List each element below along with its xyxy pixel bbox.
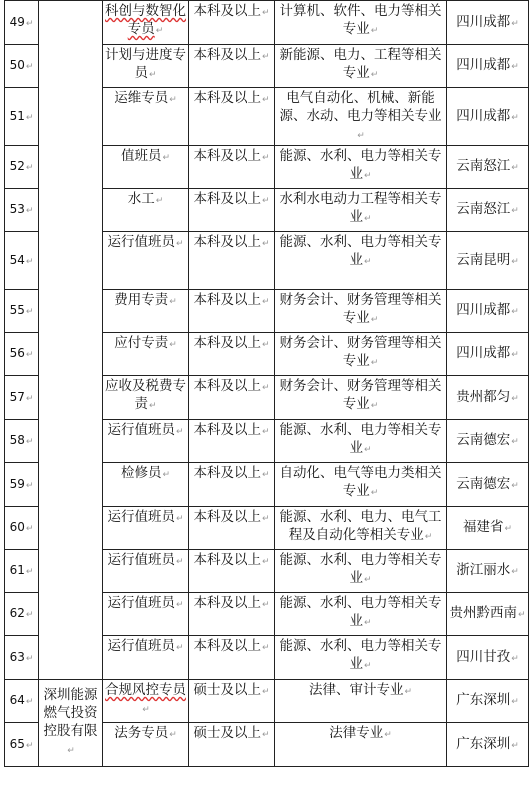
paragraph-mark: ↵ [148, 70, 157, 80]
education-requirement [189, 189, 275, 232]
paragraph-mark: ↵ [511, 653, 519, 664]
paragraph-mark: ↵ [261, 8, 270, 18]
paragraph-mark: ↵ [363, 214, 372, 224]
education-requirement [189, 376, 275, 420]
table-row [5, 680, 529, 723]
row-number-text: 59 [9, 476, 25, 491]
paragraph-mark: ↵ [511, 256, 519, 267]
paragraph-mark: ↵ [363, 618, 372, 628]
work-location [447, 593, 529, 636]
paragraph-mark: ↵ [261, 383, 270, 393]
paragraph-mark: ↵ [363, 661, 372, 671]
paragraph-mark: ↵ [261, 239, 270, 249]
paragraph-mark: ↵ [424, 532, 433, 542]
position-name-text: 水工 [127, 191, 155, 207]
major-requirement [275, 146, 447, 189]
row-number-text: 61 [9, 563, 25, 577]
paragraph-mark: ↵ [155, 26, 164, 36]
paragraph-mark: ↵ [511, 567, 519, 577]
paragraph-mark: ↵ [370, 358, 379, 368]
paragraph-mark: ↵ [25, 524, 34, 534]
work-location-text: 广东深圳 [456, 692, 511, 708]
position-name-text: 运行值班员 [107, 595, 175, 611]
major-requirement-text: 能源、水利、电力等相关专业 [279, 595, 442, 629]
row-number [5, 723, 39, 767]
education-requirement-text: 本科及以上 [193, 148, 261, 164]
position-name-text: 应付专责 [114, 335, 169, 351]
paragraph-mark: ↵ [261, 153, 270, 163]
major-requirement [275, 333, 447, 376]
major-requirement [275, 290, 447, 333]
major-requirement-text: 能源、水利、电力等相关专业 [279, 148, 442, 182]
education-requirement-text: 本科及以上 [193, 234, 261, 250]
row-number-text: 63 [9, 649, 25, 664]
paragraph-mark: ↵ [175, 239, 184, 249]
paragraph-mark: ↵ [511, 62, 519, 72]
position-name [103, 376, 189, 420]
paragraph-mark: ↵ [404, 687, 413, 697]
major-requirement-text: 自动化、电气等电力类相关专业 [279, 465, 442, 499]
education-requirement-text: 本科及以上 [193, 595, 261, 611]
education-requirement [189, 463, 275, 507]
position-name-text: 运行值班员 [107, 234, 175, 250]
major-requirement [275, 507, 447, 550]
position-name [103, 333, 189, 376]
work-location [447, 290, 529, 333]
paragraph-mark: ↵ [511, 206, 519, 216]
education-requirement [189, 146, 275, 189]
education-requirement-text: 硕士及以上 [193, 682, 261, 698]
work-location-text: 云南昆明 [456, 251, 511, 268]
paragraph-mark: ↵ [261, 196, 270, 206]
work-location-text: 贵州都匀 [456, 388, 511, 405]
paragraph-mark: ↵ [261, 297, 270, 307]
row-number [5, 146, 39, 189]
position-name [103, 593, 189, 636]
major-requirement-text: 财务会计、财务管理等相关专业 [279, 378, 442, 412]
paragraph-mark: ↵ [25, 163, 34, 173]
position-name [103, 463, 189, 507]
paragraph-mark: ↵ [169, 340, 177, 350]
education-requirement [189, 420, 275, 463]
work-location [447, 146, 529, 189]
work-location-text: 浙江丽水 [456, 562, 511, 578]
row-number [5, 189, 39, 232]
paragraph-mark: ↵ [370, 488, 379, 498]
paragraph-mark: ↵ [370, 70, 379, 80]
education-requirement-text: 本科及以上 [193, 335, 261, 351]
paragraph-mark: ↵ [175, 557, 184, 567]
work-location-text: 四川成都 [456, 107, 511, 124]
paragraph-mark: ↵ [25, 610, 34, 620]
paragraph-mark: ↵ [357, 131, 365, 141]
paragraph-mark: ↵ [169, 95, 177, 105]
paragraph-mark: ↵ [25, 740, 34, 751]
row-number [5, 1, 39, 45]
work-location-text: 福建省 [462, 519, 504, 535]
paragraph-mark: ↵ [511, 740, 519, 751]
row-number [5, 507, 39, 550]
work-location-text: 四川成都 [456, 345, 511, 361]
education-requirement [189, 507, 275, 550]
education-requirement-text: 硕士及以上 [193, 725, 261, 741]
work-location-text: 四川成都 [456, 57, 511, 73]
education-requirement-text: 本科及以上 [193, 509, 261, 525]
paragraph-mark: ↵ [25, 350, 34, 360]
work-location-text: 云南怒江 [456, 201, 511, 217]
position-name [103, 1, 189, 45]
major-requirement-text: 能源、水利、电力等相关专业 [279, 638, 442, 672]
education-requirement-text: 本科及以上 [193, 90, 261, 106]
paragraph-mark: ↵ [25, 256, 34, 267]
paragraph-mark: ↵ [169, 730, 177, 740]
org-cell-blank [39, 1, 103, 680]
position-name-text: 计划与进度专员 [105, 47, 186, 81]
row-number-text: 53 [9, 202, 25, 216]
major-requirement-text: 能源、水利、电力、电气工程及自动化等相关专业 [279, 509, 442, 543]
paragraph-mark: ↵ [155, 196, 164, 206]
paragraph-mark: ↵ [148, 401, 157, 411]
education-requirement-text: 本科及以上 [193, 47, 261, 63]
paragraph-mark: ↵ [261, 687, 270, 697]
row-number-text: 55 [9, 303, 25, 317]
major-requirement-text: 法律专业 [329, 725, 384, 741]
work-location-text: 四川甘孜 [456, 648, 511, 665]
row-number-text: 65 [9, 736, 25, 751]
row-number [5, 88, 39, 146]
paragraph-mark: ↵ [517, 610, 526, 620]
position-name [103, 189, 189, 232]
row-number [5, 593, 39, 636]
position-name-text: 费用专责 [114, 292, 169, 308]
major-requirement-text: 财务会计、财务管理等相关专业 [279, 292, 442, 326]
work-location [447, 333, 529, 376]
major-requirement [275, 680, 447, 723]
paragraph-mark: ↵ [504, 524, 513, 534]
paragraph-mark: ↵ [25, 480, 34, 491]
work-location [447, 680, 529, 723]
position-name [103, 45, 189, 88]
position-name-text: 合规风控专员 [105, 682, 186, 698]
position-name [103, 146, 189, 189]
major-requirement [275, 376, 447, 420]
paragraph-mark: ↵ [175, 600, 184, 610]
row-number-text: 50 [9, 58, 25, 72]
work-location [447, 636, 529, 680]
major-requirement [275, 232, 447, 290]
position-name [103, 636, 189, 680]
education-requirement [189, 550, 275, 593]
paragraph-mark: ↵ [511, 480, 519, 491]
major-requirement-text: 水利水电动力工程等相关专业 [279, 191, 442, 225]
major-requirement-text: 财务会计、财务管理等相关专业 [279, 335, 442, 369]
work-location [447, 463, 529, 507]
paragraph-mark: ↵ [511, 437, 519, 447]
paragraph-mark: ↵ [142, 705, 150, 715]
work-location-text: 广东深圳 [456, 735, 511, 752]
work-location-text: 云南怒江 [456, 158, 511, 174]
major-requirement-text: 计算机、软件、电力等相关专业 [279, 3, 442, 37]
paragraph-mark: ↵ [162, 470, 171, 480]
position-name [103, 232, 189, 290]
row-number [5, 333, 39, 376]
major-requirement [275, 45, 447, 88]
education-requirement [189, 593, 275, 636]
work-location [447, 232, 529, 290]
row-number [5, 376, 39, 420]
paragraph-mark: ↵ [511, 112, 519, 123]
paragraph-mark: ↵ [175, 514, 184, 524]
row-number [5, 45, 39, 88]
recruitment-table [4, 0, 529, 767]
position-name [103, 680, 189, 723]
org-name-text: 深圳能源燃气投资控股有限 [43, 687, 98, 739]
education-requirement-text: 本科及以上 [193, 638, 261, 654]
paragraph-mark: ↵ [25, 567, 34, 577]
paragraph-mark: ↵ [261, 427, 270, 437]
position-name-text: 运行值班员 [107, 552, 175, 568]
work-location [447, 45, 529, 88]
work-location [447, 1, 529, 45]
row-number-text: 57 [9, 389, 25, 404]
education-requirement-text: 本科及以上 [193, 191, 261, 207]
position-name-text: 科创与数智化专员 [105, 3, 186, 37]
position-name-text: 法务专员 [114, 725, 169, 741]
row-number [5, 232, 39, 290]
work-location [447, 550, 529, 593]
row-number-text: 58 [9, 433, 25, 447]
position-name [103, 550, 189, 593]
major-requirement-text: 新能源、电力、工程等相关专业 [279, 47, 442, 81]
position-name-text: 检修员 [120, 465, 162, 481]
work-location [447, 88, 529, 146]
paragraph-mark: ↵ [370, 401, 379, 411]
major-requirement [275, 636, 447, 680]
row-number-text: 56 [9, 346, 25, 360]
paragraph-mark: ↵ [25, 62, 34, 72]
paragraph-mark: ↵ [25, 307, 34, 317]
paragraph-mark: ↵ [363, 575, 372, 585]
work-location-text: 四川成都 [456, 13, 511, 30]
major-requirement [275, 593, 447, 636]
education-requirement-text: 本科及以上 [193, 552, 261, 568]
education-requirement-text: 本科及以上 [193, 378, 261, 394]
paragraph-mark: ↵ [511, 393, 519, 404]
paragraph-mark: ↵ [175, 427, 184, 437]
paragraph-mark: ↵ [261, 340, 270, 350]
paragraph-mark: ↵ [261, 730, 270, 740]
work-location [447, 189, 529, 232]
position-name [103, 420, 189, 463]
work-location [447, 420, 529, 463]
education-requirement-text: 本科及以上 [193, 465, 261, 481]
work-location [447, 507, 529, 550]
table-body [5, 1, 529, 767]
table-row [5, 1, 529, 45]
major-requirement-text: 电气自动化、机械、新能源、水动、电力等相关专业 [279, 90, 442, 124]
row-number [5, 290, 39, 333]
paragraph-mark: ↵ [384, 730, 392, 740]
row-number-text: 51 [9, 108, 25, 123]
work-location-text: 云南德宏 [456, 475, 511, 492]
education-requirement [189, 290, 275, 333]
major-requirement-text: 能源、水利、电力等相关专业 [279, 552, 442, 586]
paragraph-mark: ↵ [25, 653, 34, 664]
position-name-text: 值班员 [120, 148, 162, 164]
paragraph-mark: ↵ [261, 95, 270, 105]
position-name-text: 运行值班员 [107, 422, 175, 438]
position-name [103, 88, 189, 146]
paragraph-mark: ↵ [511, 697, 519, 707]
row-number-text: 49 [9, 14, 25, 29]
work-location-text: 云南德宏 [456, 432, 511, 448]
paragraph-mark: ↵ [25, 112, 34, 123]
major-requirement-text: 能源、水利、电力等相关专业 [279, 422, 442, 456]
work-location [447, 723, 529, 767]
position-name-text: 应收及税费专责 [105, 378, 186, 412]
position-name [103, 723, 189, 767]
paragraph-mark: ↵ [261, 600, 270, 610]
paragraph-mark: ↵ [25, 437, 34, 447]
education-requirement [189, 333, 275, 376]
major-requirement [275, 723, 447, 767]
position-name [103, 507, 189, 550]
paragraph-mark: ↵ [175, 643, 184, 653]
paragraph-mark: ↵ [363, 257, 372, 267]
paragraph-mark: ↵ [511, 163, 519, 173]
paragraph-mark: ↵ [511, 18, 519, 29]
paragraph-mark: ↵ [363, 171, 372, 181]
education-requirement-text: 本科及以上 [193, 422, 261, 438]
major-requirement [275, 420, 447, 463]
education-requirement [189, 636, 275, 680]
education-requirement [189, 680, 275, 723]
row-number-text: 64 [9, 693, 25, 707]
major-requirement [275, 550, 447, 593]
paragraph-mark: ↵ [363, 445, 372, 455]
education-requirement [189, 723, 275, 767]
major-requirement [275, 88, 447, 146]
paragraph-mark: ↵ [370, 315, 379, 325]
paragraph-mark: ↵ [261, 52, 270, 62]
paragraph-mark: ↵ [261, 643, 270, 653]
position-name [103, 290, 189, 333]
work-location [447, 376, 529, 420]
paragraph-mark: ↵ [511, 307, 519, 317]
row-number-text: 62 [9, 606, 25, 620]
row-number [5, 420, 39, 463]
education-requirement [189, 45, 275, 88]
major-requirement-text: 能源、水利、电力等相关专业 [279, 234, 442, 268]
row-number [5, 550, 39, 593]
paragraph-mark: ↵ [370, 26, 379, 36]
position-name-text: 运行值班员 [107, 638, 175, 654]
paragraph-mark: ↵ [261, 514, 270, 524]
major-requirement [275, 189, 447, 232]
row-number-text: 54 [9, 252, 25, 267]
paragraph-mark: ↵ [261, 470, 270, 480]
row-number [5, 463, 39, 507]
major-requirement-text: 法律、审计专业 [308, 682, 404, 698]
position-name-text: 运行值班员 [107, 509, 175, 525]
education-requirement [189, 88, 275, 146]
work-location-text: 四川成都 [456, 302, 511, 318]
education-requirement-text: 本科及以上 [193, 3, 261, 19]
paragraph-mark: ↵ [162, 153, 171, 163]
education-requirement [189, 1, 275, 45]
row-number [5, 680, 39, 723]
work-location-text: 贵州黔西南 [449, 605, 517, 621]
education-requirement-text: 本科及以上 [193, 292, 261, 308]
paragraph-mark: ↵ [25, 206, 34, 216]
paragraph-mark: ↵ [169, 297, 177, 307]
row-number-text: 52 [9, 159, 25, 173]
paragraph-mark: ↵ [261, 557, 270, 567]
row-number [5, 636, 39, 680]
paragraph-mark: ↵ [67, 746, 75, 756]
major-requirement [275, 1, 447, 45]
paragraph-mark: ↵ [25, 697, 34, 707]
position-name-text: 运维专员 [114, 90, 169, 106]
paragraph-mark: ↵ [25, 393, 34, 404]
paragraph-mark: ↵ [25, 18, 34, 29]
paragraph-mark: ↵ [511, 350, 519, 360]
org-name [39, 680, 103, 767]
major-requirement [275, 463, 447, 507]
row-number-text: 60 [9, 520, 25, 534]
education-requirement [189, 232, 275, 290]
